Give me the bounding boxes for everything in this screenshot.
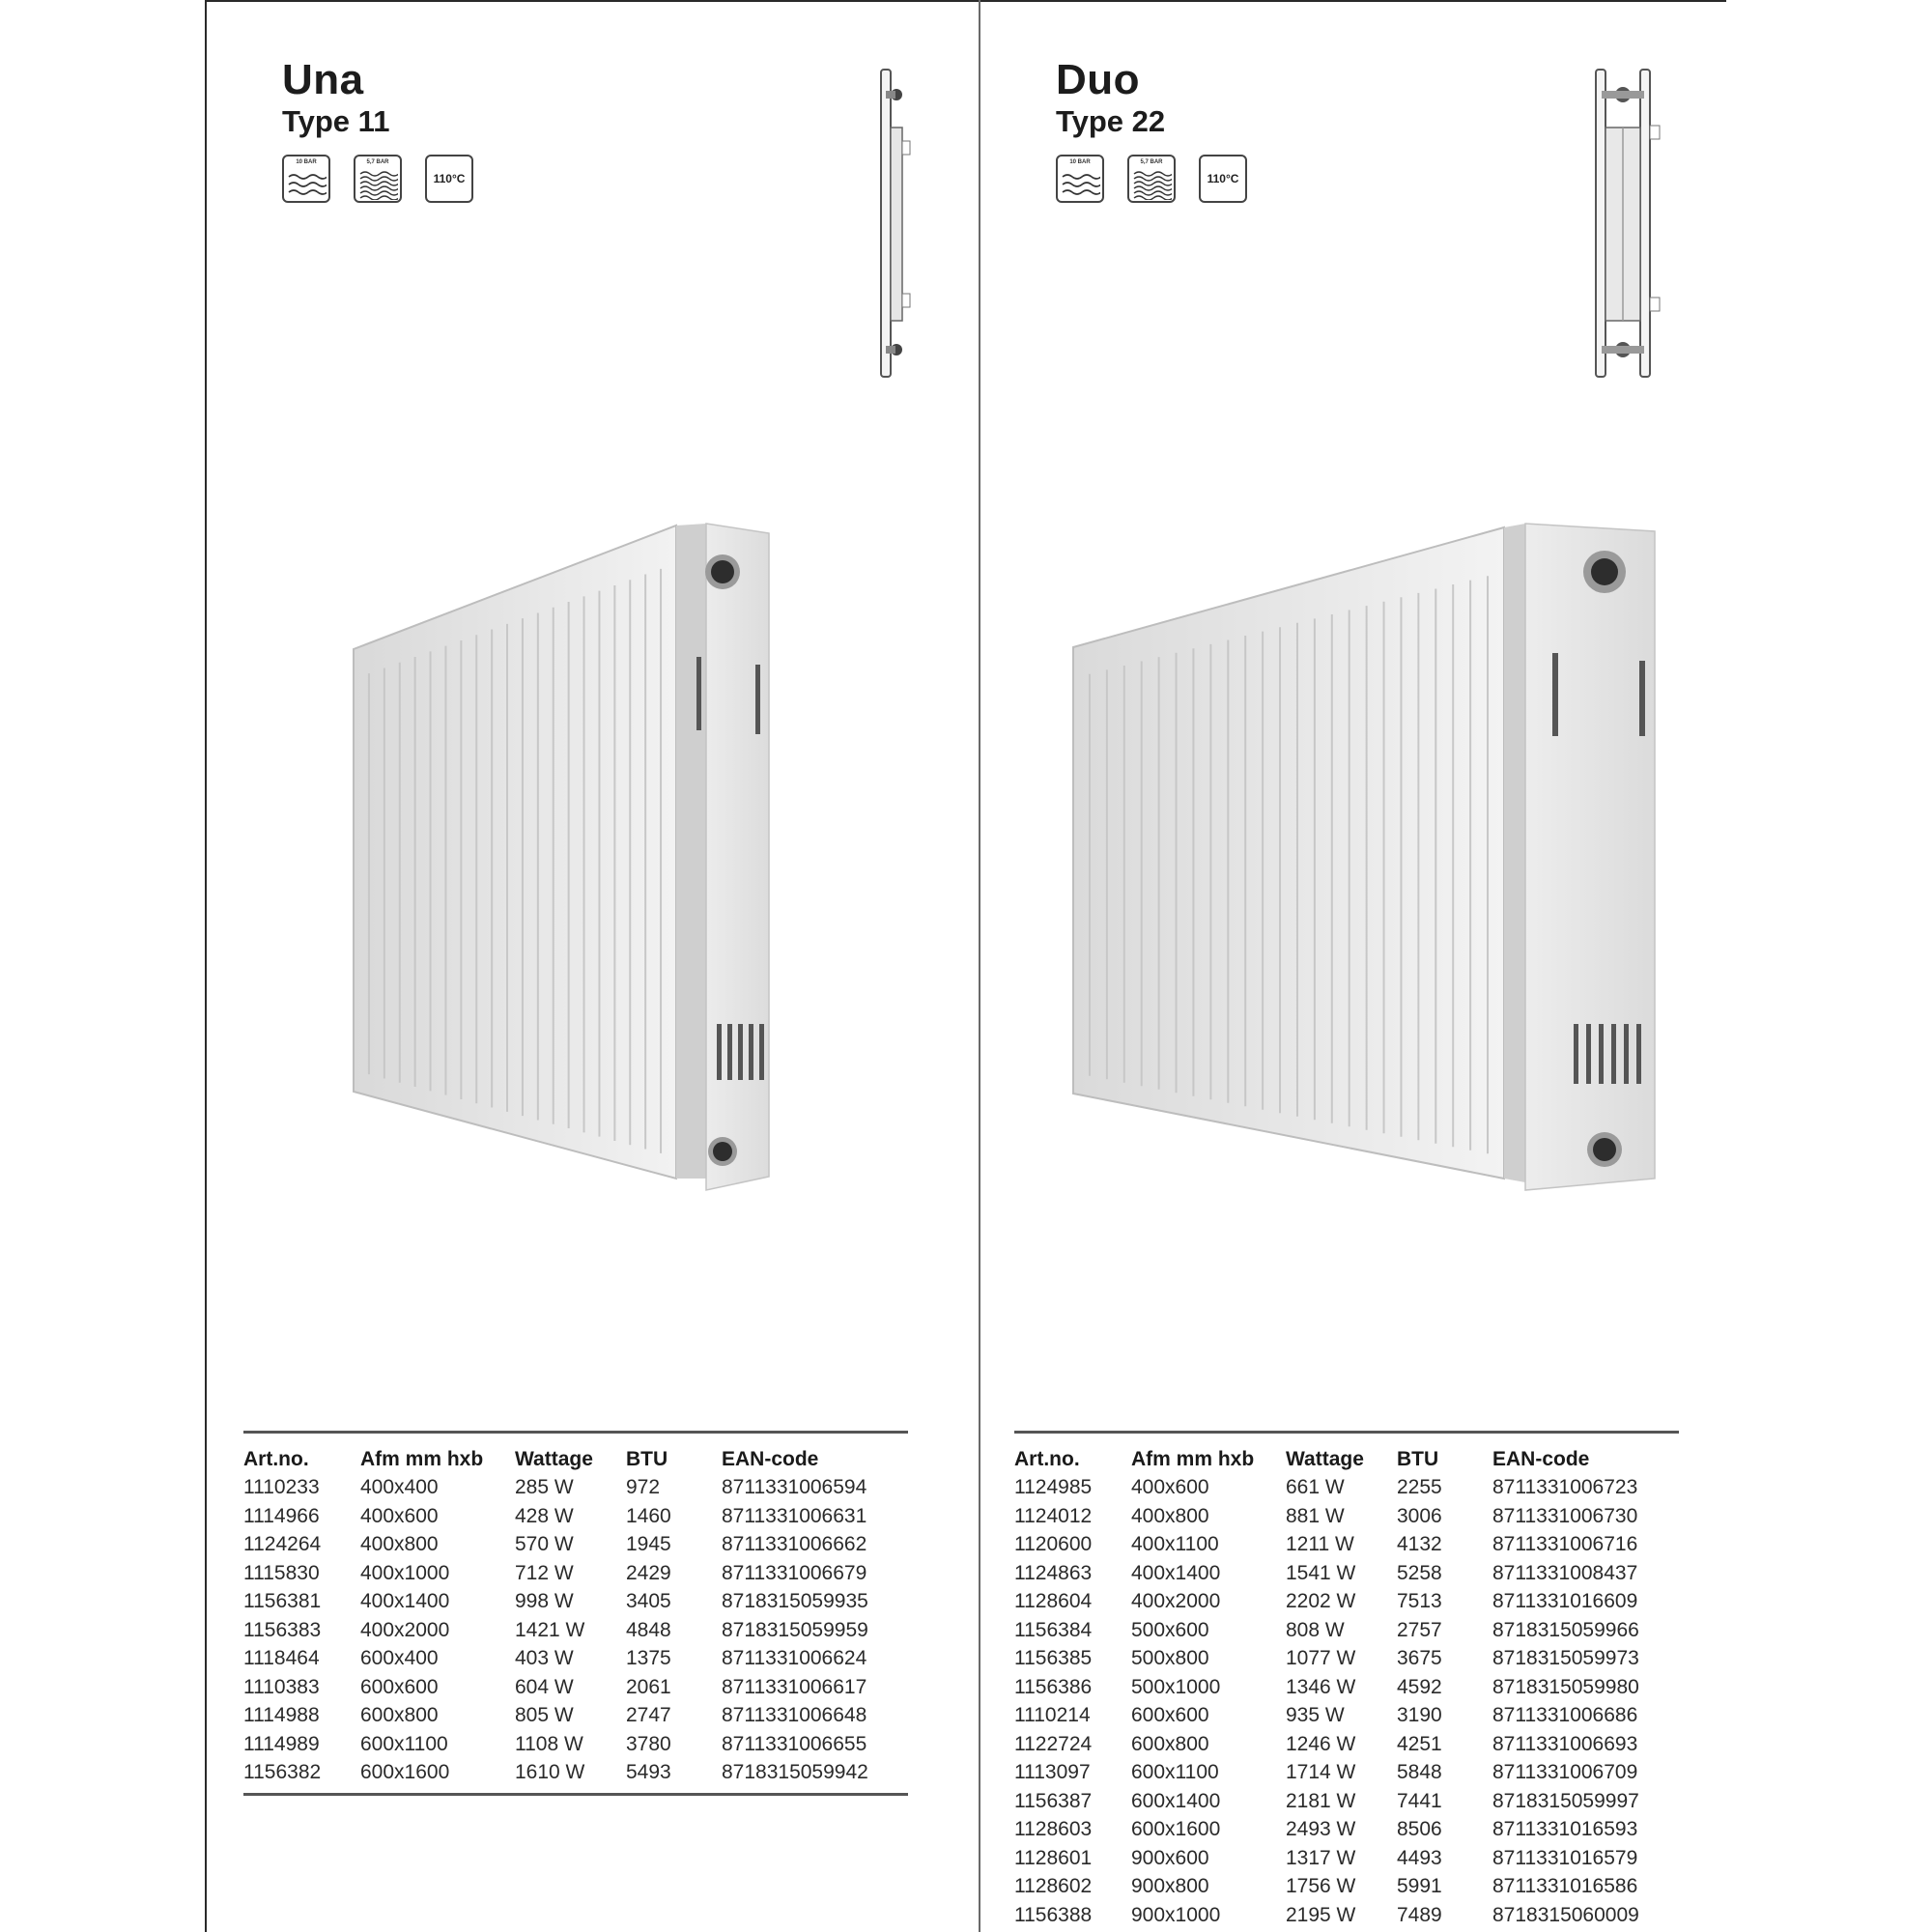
cell-btu: 1945 — [626, 1533, 671, 1556]
cell-dimensions: 400x2000 — [360, 1618, 450, 1641]
table-row — [1014, 1873, 1679, 1902]
cell-dimensions: 600x600 — [360, 1675, 439, 1698]
column-header-wattage: Wattage — [515, 1447, 593, 1470]
cell-ean-code: 8711331016586 — [1492, 1875, 1638, 1898]
table-bottom-rule — [243, 1793, 908, 1796]
cell-btu: 3780 — [626, 1732, 671, 1755]
cell-dimensions: 400x600 — [1131, 1476, 1209, 1499]
cell-btu: 3190 — [1397, 1704, 1442, 1727]
cell-dimensions: 900x600 — [1131, 1846, 1209, 1869]
icon-label: 10 BAR — [1069, 159, 1091, 165]
cell-wattage: 428 W — [515, 1504, 574, 1527]
cell-btu: 4132 — [1397, 1533, 1442, 1556]
cell-ean-code: 8718315059966 — [1492, 1618, 1639, 1641]
cell-btu: 3405 — [626, 1590, 671, 1613]
cell-art-no: 1156382 — [243, 1761, 322, 1784]
cell-dimensions: 600x800 — [1131, 1732, 1209, 1755]
cell-btu: 2061 — [626, 1675, 671, 1698]
cell-btu: 3675 — [1397, 1647, 1442, 1670]
table-row — [1014, 1730, 1679, 1759]
table-header — [243, 1445, 908, 1474]
column-header-dimensions: Afm mm hxb — [1131, 1447, 1255, 1470]
cell-ean-code: 8711331016593 — [1492, 1818, 1638, 1841]
pressure-5-7-bar-icon — [1127, 155, 1176, 203]
table-body — [243, 1474, 908, 1788]
table-row — [1014, 1502, 1679, 1531]
radiator-side-profile-image — [1584, 66, 1671, 384]
cell-dimensions: 600x400 — [360, 1647, 439, 1670]
cell-art-no: 1114989 — [243, 1732, 320, 1755]
cell-art-no: 1128601 — [1014, 1846, 1093, 1869]
cell-dimensions: 600x1100 — [1131, 1761, 1219, 1784]
table-row — [243, 1531, 908, 1560]
cell-dimensions: 600x1400 — [1131, 1789, 1221, 1812]
cell-art-no: 1128602 — [1014, 1875, 1093, 1898]
cell-dimensions: 500x600 — [1131, 1618, 1209, 1641]
cell-ean-code: 8718315059935 — [722, 1590, 868, 1613]
table-row — [1014, 1844, 1679, 1873]
cell-ean-code: 8711331006693 — [1492, 1732, 1638, 1755]
cell-btu: 4592 — [1397, 1675, 1442, 1698]
cell-wattage: 661 W — [1286, 1476, 1345, 1499]
icon-label: 5,7 BAR — [366, 159, 389, 165]
icon-label: 10 BAR — [296, 159, 317, 165]
cell-dimensions: 600x1100 — [360, 1732, 448, 1755]
cell-ean-code: 8711331016579 — [1492, 1846, 1638, 1869]
cell-wattage: 1211 W — [1286, 1533, 1354, 1556]
cell-ean-code: 8711331006709 — [1492, 1761, 1638, 1784]
table-row — [1014, 1901, 1679, 1930]
column-header-wattage: Wattage — [1286, 1447, 1364, 1470]
cell-art-no: 1124985 — [1014, 1476, 1093, 1499]
table-header — [1014, 1445, 1679, 1474]
table-row — [1014, 1816, 1679, 1845]
cell-wattage: 1714 W — [1286, 1761, 1356, 1784]
product-title: Una — [282, 56, 364, 103]
cell-art-no: 1110383 — [243, 1675, 320, 1698]
product-panel-una — [207, 0, 979, 1932]
cell-ean-code: 8711331006648 — [722, 1704, 867, 1727]
radiator-front-image — [352, 502, 815, 1198]
cell-wattage: 1346 W — [1286, 1675, 1356, 1698]
cell-dimensions: 400x1000 — [360, 1561, 450, 1584]
cell-ean-code: 8711331006617 — [722, 1675, 867, 1698]
table-row — [1014, 1759, 1679, 1788]
cell-ean-code: 8711331006594 — [722, 1476, 867, 1499]
cell-art-no: 1156383 — [243, 1618, 322, 1641]
cell-btu: 7489 — [1397, 1903, 1442, 1926]
cell-wattage: 2493 W — [1286, 1818, 1356, 1841]
temperature-110-icon — [425, 155, 473, 203]
cell-ean-code: 8718315059973 — [1492, 1647, 1639, 1670]
cell-ean-code: 8711331006631 — [722, 1504, 867, 1527]
table-row — [243, 1588, 908, 1617]
cell-ean-code: 8711331016609 — [1492, 1590, 1638, 1613]
pressure-10-bar-icon — [1056, 155, 1104, 203]
cell-dimensions: 600x800 — [360, 1704, 439, 1727]
cell-btu: 5258 — [1397, 1561, 1442, 1584]
spec-icons — [282, 155, 473, 203]
cell-wattage: 403 W — [515, 1647, 574, 1670]
cell-ean-code: 8718315059980 — [1492, 1675, 1639, 1698]
table-row — [243, 1759, 908, 1788]
cell-wattage: 285 W — [515, 1476, 574, 1499]
icon-label: 110°C — [433, 172, 466, 185]
cell-btu: 7441 — [1397, 1789, 1442, 1812]
table-row — [243, 1673, 908, 1702]
cell-btu: 2747 — [626, 1704, 671, 1727]
cell-art-no: 1156388 — [1014, 1903, 1093, 1926]
cell-wattage: 1108 W — [515, 1732, 583, 1755]
product-type: Type 22 — [1056, 104, 1166, 138]
icon-label: 5,7 BAR — [1140, 159, 1163, 165]
table-row — [1014, 1645, 1679, 1674]
cell-btu: 972 — [626, 1476, 661, 1499]
cell-art-no: 1128603 — [1014, 1818, 1093, 1841]
cell-wattage: 1246 W — [1286, 1732, 1356, 1755]
product-panel-duo — [980, 0, 1739, 1932]
cell-btu: 7513 — [1397, 1590, 1442, 1613]
table-row — [243, 1702, 908, 1731]
table-top-rule — [1014, 1431, 1679, 1434]
cell-wattage: 570 W — [515, 1533, 574, 1556]
cell-art-no: 1124863 — [1014, 1561, 1093, 1584]
cell-ean-code: 8711331006686 — [1492, 1704, 1638, 1727]
cell-btu: 5493 — [626, 1761, 671, 1784]
cell-dimensions: 900x1000 — [1131, 1903, 1221, 1926]
cell-btu: 4251 — [1397, 1732, 1442, 1755]
column-header-ean-code: EAN-code — [722, 1447, 819, 1470]
cell-dimensions: 400x800 — [360, 1533, 439, 1556]
cell-wattage: 2181 W — [1286, 1789, 1356, 1812]
cell-dimensions: 600x600 — [1131, 1704, 1209, 1727]
table-row — [1014, 1702, 1679, 1731]
column-header-art-no: Art.no. — [1014, 1447, 1080, 1470]
cell-wattage: 805 W — [515, 1704, 574, 1727]
cell-dimensions: 400x1400 — [1131, 1561, 1221, 1584]
cell-dimensions: 400x600 — [360, 1504, 439, 1527]
table-row — [243, 1502, 908, 1531]
icon-label: 110°C — [1207, 172, 1239, 185]
cell-art-no: 1128604 — [1014, 1590, 1093, 1613]
cell-dimensions: 600x1600 — [1131, 1818, 1221, 1841]
table-row — [243, 1616, 908, 1645]
cell-dimensions: 400x1400 — [360, 1590, 450, 1613]
cell-ean-code: 8718315059959 — [722, 1618, 868, 1641]
cell-art-no: 1113097 — [1014, 1761, 1091, 1784]
cell-dimensions: 600x1600 — [360, 1761, 450, 1784]
spec-table — [1014, 1431, 1679, 1930]
cell-btu: 3006 — [1397, 1504, 1442, 1527]
cell-art-no: 1115830 — [243, 1561, 320, 1584]
cell-art-no: 1114988 — [243, 1704, 320, 1727]
radiator-side-profile-image — [867, 66, 929, 384]
product-type: Type 11 — [282, 104, 390, 138]
table-row — [1014, 1559, 1679, 1588]
column-header-art-no: Art.no. — [243, 1447, 309, 1470]
cell-wattage: 1610 W — [515, 1761, 585, 1784]
cell-art-no: 1110214 — [1014, 1704, 1091, 1727]
cell-dimensions: 500x800 — [1131, 1647, 1209, 1670]
cell-wattage: 1077 W — [1286, 1647, 1356, 1670]
table-row — [1014, 1474, 1679, 1503]
table-top-rule — [243, 1431, 908, 1434]
temperature-110-icon — [1199, 155, 1247, 203]
cell-wattage: 712 W — [515, 1561, 574, 1584]
table-row — [243, 1730, 908, 1759]
cell-btu: 5991 — [1397, 1875, 1442, 1898]
cell-ean-code: 8711331006655 — [722, 1732, 867, 1755]
cell-btu: 4848 — [626, 1618, 671, 1641]
cell-art-no: 1118464 — [243, 1647, 320, 1670]
table-row — [1014, 1673, 1679, 1702]
cell-wattage: 2195 W — [1286, 1903, 1356, 1926]
cell-dimensions: 400x1100 — [1131, 1533, 1219, 1556]
cell-ean-code: 8711331006679 — [722, 1561, 867, 1584]
cell-art-no: 1156381 — [243, 1590, 322, 1613]
cell-wattage: 935 W — [1286, 1704, 1345, 1727]
column-header-btu: BTU — [1397, 1447, 1439, 1470]
table-row — [1014, 1531, 1679, 1560]
table-row — [1014, 1616, 1679, 1645]
cell-art-no: 1156385 — [1014, 1647, 1093, 1670]
cell-wattage: 604 W — [515, 1675, 574, 1698]
pressure-5-7-bar-icon — [354, 155, 402, 203]
cell-wattage: 1421 W — [515, 1618, 585, 1641]
cell-dimensions: 400x800 — [1131, 1504, 1209, 1527]
column-header-ean-code: EAN-code — [1492, 1447, 1590, 1470]
cell-wattage: 2202 W — [1286, 1590, 1356, 1613]
cell-wattage: 1541 W — [1286, 1561, 1356, 1584]
table-row — [1014, 1588, 1679, 1617]
table-body — [1014, 1474, 1679, 1930]
cell-ean-code: 8718315059997 — [1492, 1789, 1639, 1812]
spec-icons — [1056, 155, 1247, 203]
cell-art-no: 1110233 — [243, 1476, 320, 1499]
cell-btu: 2429 — [626, 1561, 671, 1584]
cell-wattage: 998 W — [515, 1590, 574, 1613]
cell-wattage: 808 W — [1286, 1618, 1345, 1641]
cell-ean-code: 8711331008437 — [1492, 1561, 1638, 1584]
table-row — [243, 1645, 908, 1674]
cell-ean-code: 8718315059942 — [722, 1761, 868, 1784]
column-header-dimensions: Afm mm hxb — [360, 1447, 484, 1470]
cell-art-no: 1124264 — [243, 1533, 322, 1556]
cell-btu: 2255 — [1397, 1476, 1442, 1499]
cell-wattage: 1756 W — [1286, 1875, 1356, 1898]
table-row — [1014, 1787, 1679, 1816]
cell-btu: 2757 — [1397, 1618, 1442, 1641]
product-title: Duo — [1056, 56, 1141, 103]
cell-art-no: 1120600 — [1014, 1533, 1093, 1556]
radiator-front-image — [1071, 502, 1690, 1198]
cell-btu: 1460 — [626, 1504, 671, 1527]
cell-art-no: 1122724 — [1014, 1732, 1093, 1755]
cell-art-no: 1114966 — [243, 1504, 320, 1527]
cell-ean-code: 8711331006624 — [722, 1647, 867, 1670]
cell-dimensions: 400x2000 — [1131, 1590, 1221, 1613]
cell-art-no: 1156386 — [1014, 1675, 1093, 1698]
cell-ean-code: 8711331006723 — [1492, 1476, 1638, 1499]
cell-dimensions: 900x800 — [1131, 1875, 1209, 1898]
cell-ean-code: 8711331006730 — [1492, 1504, 1638, 1527]
cell-wattage: 881 W — [1286, 1504, 1345, 1527]
cell-wattage: 1317 W — [1286, 1846, 1356, 1869]
cell-btu: 8506 — [1397, 1818, 1442, 1841]
column-header-btu: BTU — [626, 1447, 668, 1470]
cell-dimensions: 400x400 — [360, 1476, 439, 1499]
cell-ean-code: 8711331006662 — [722, 1533, 867, 1556]
cell-btu: 5848 — [1397, 1761, 1442, 1784]
cell-btu: 1375 — [626, 1647, 671, 1670]
cell-art-no: 1124012 — [1014, 1504, 1093, 1527]
table-row — [243, 1474, 908, 1503]
cell-ean-code: 8711331006716 — [1492, 1533, 1638, 1556]
cell-art-no: 1156387 — [1014, 1789, 1093, 1812]
cell-art-no: 1156384 — [1014, 1618, 1093, 1641]
cell-dimensions: 500x1000 — [1131, 1675, 1221, 1698]
cell-ean-code: 8718315060009 — [1492, 1903, 1639, 1926]
cell-btu: 4493 — [1397, 1846, 1442, 1869]
pressure-10-bar-icon — [282, 155, 330, 203]
spec-table — [243, 1431, 908, 1796]
table-row — [243, 1559, 908, 1588]
